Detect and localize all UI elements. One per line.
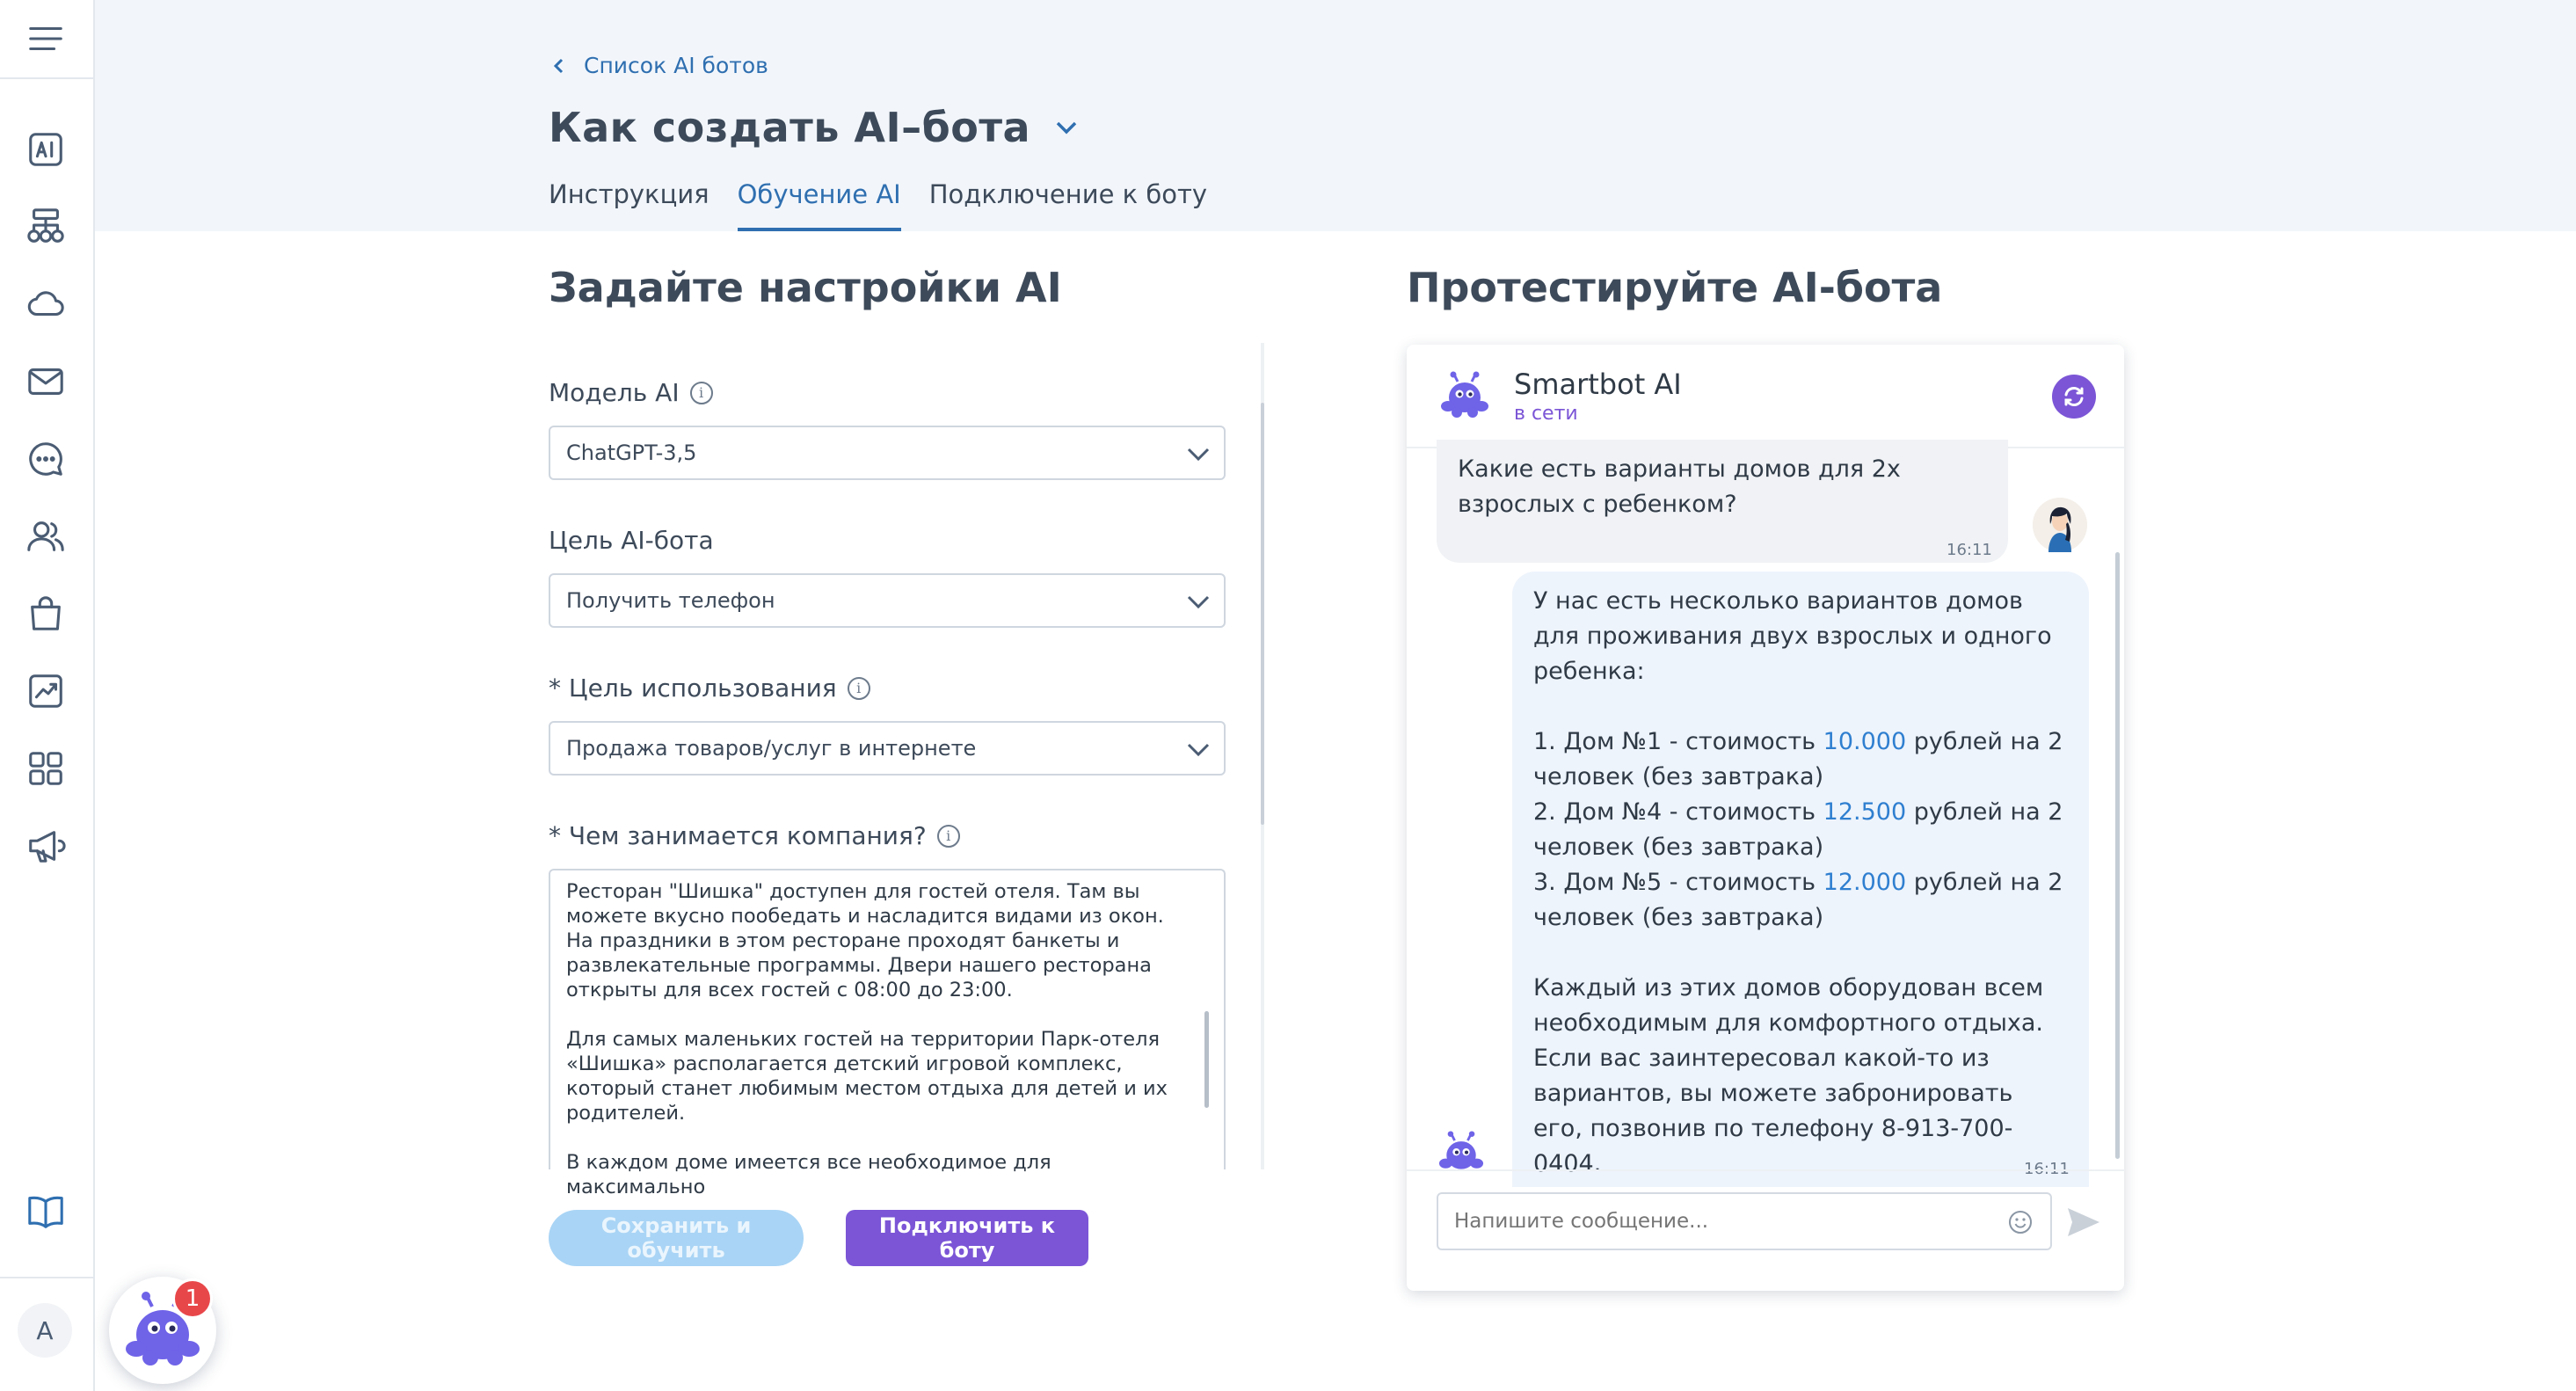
company-label	[549, 821, 960, 850]
chevron-down-icon	[1187, 739, 1210, 759]
analytics-icon	[25, 671, 66, 711]
restart-chat-button[interactable]	[2052, 375, 2096, 419]
mail-icon	[25, 361, 66, 402]
bag-icon	[25, 594, 66, 634]
sidebar-item-users[interactable]	[21, 512, 70, 561]
sidebar-divider	[0, 1277, 93, 1278]
users-icon	[25, 516, 66, 557]
info-icon[interactable]: i	[690, 382, 713, 404]
bot-logo-icon	[1438, 371, 1491, 420]
model-label	[549, 378, 713, 407]
option-price: 10.000	[1823, 728, 1907, 755]
cloud-icon	[25, 284, 66, 324]
bot-message	[1512, 572, 2089, 1187]
user-message	[1437, 440, 2008, 563]
page-header	[95, 0, 2576, 231]
sidebar-item-shop[interactable]	[21, 589, 70, 638]
company-description-textarea[interactable]: Ресторан "Шишка" доступен для гостей отеля. Там вы можете вкусно пообедать и насладится видами из окон. На праздники в этом ресторане проходят банкеты и развлекательные программы. Двери нашего ресторана открыты для всех гостей с 08:00 до 23:00. Для самых маленьких гостей на территории Парк-отеля «Шишка» располагается детский игровой комплекс, который станет любимым местом отдыха для детей и их родителей. В каждом доме имеется все необходимое для максимально	[549, 869, 1226, 1169]
chat-messages	[1407, 448, 2124, 1178]
page-title	[549, 104, 1080, 151]
sidebar-item-mail[interactable]	[21, 357, 70, 406]
model-label-text: Модель AI	[549, 378, 680, 407]
usage-label	[549, 674, 870, 703]
option-price: 12.000	[1823, 869, 1907, 896]
option-text: рублей на 2 человек (без завтрака)	[1533, 798, 2071, 861]
option-text: 2. Дом №4 - стоимость	[1533, 798, 1823, 826]
bot-option-2	[1533, 798, 2070, 861]
send-icon[interactable]	[2066, 1206, 2101, 1238]
chevron-down-icon	[1187, 444, 1210, 463]
option-text: рублей на 2 человек (без завтрака)	[1533, 728, 2071, 790]
sidebar-item-ai[interactable]	[21, 125, 70, 174]
goal-select[interactable]	[549, 573, 1226, 628]
usage-select[interactable]	[549, 721, 1226, 776]
message-input[interactable]	[1437, 1192, 2052, 1250]
sidebar-item-apps[interactable]	[21, 744, 70, 793]
apps-icon	[25, 748, 66, 789]
page-title-text: Как создать AI–бота	[549, 104, 1031, 151]
refresh-icon	[2061, 383, 2087, 410]
save-and-train-button[interactable]: Сохранить и обучить	[549, 1210, 804, 1266]
goal-label	[549, 526, 714, 555]
book-icon	[25, 1191, 66, 1232]
tab-bar	[549, 176, 1207, 231]
settings-scrollbar[interactable]	[1261, 403, 1264, 825]
goal-select-value: Получить телефон	[566, 588, 775, 613]
bot-message-outro: Каждый из этих домов оборудован всем необходимым для комфортного отдыха. Если вас заинтересовал какой-то из вариантов, вы можете забронировать его, позвонив по телефону 8-913-700-0404.	[1533, 974, 2051, 1177]
goal-label-text: Цель AI-бота	[549, 526, 714, 555]
tab-ai-training[interactable]: Обучение AI	[738, 176, 901, 231]
textarea-scrollbar[interactable]	[1204, 1011, 1209, 1108]
sidebar-item-chats[interactable]	[21, 434, 70, 484]
model-select-value: ChatGPT-3,5	[566, 441, 697, 465]
chat-bot-name: Smartbot AI	[1514, 368, 1682, 401]
user-avatar	[2033, 498, 2087, 552]
breadcrumb-label: Список AI ботов	[584, 53, 768, 78]
sidebar-item-broadcast[interactable]	[21, 821, 70, 870]
chat-scrollbar[interactable]	[2115, 552, 2120, 1159]
chat-header	[1407, 345, 2124, 448]
info-icon[interactable]: i	[848, 677, 870, 700]
user-avatar-button[interactable]: A	[18, 1303, 72, 1358]
company-label-text: * Чем занимается компания?	[549, 821, 927, 850]
bot-option-3	[1533, 869, 2070, 931]
ai-icon	[25, 129, 66, 170]
test-title: Протестируйте AI-бота	[1407, 264, 1943, 311]
megaphone-icon	[25, 826, 66, 866]
flow-icon	[25, 207, 66, 247]
user-avatar-icon	[2033, 498, 2087, 552]
chat-widget	[1407, 345, 2124, 1291]
menu-button[interactable]	[21, 14, 70, 63]
usage-select-value: Продажа товаров/услуг в интернете	[566, 736, 977, 761]
usage-label-text: * Цель использования	[549, 674, 837, 703]
sidebar-item-analytics[interactable]	[21, 666, 70, 716]
chat-bot-status: в сети	[1514, 403, 1578, 425]
bot-option-1	[1533, 728, 2070, 790]
settings-title: Задайте настройки AI	[549, 264, 1062, 311]
sidebar-item-knowledge-base[interactable]	[21, 1187, 70, 1236]
option-text: рублей на 2 человек (без завтрака)	[1533, 869, 2071, 931]
notification-badge: 1	[172, 1278, 213, 1319]
sidebar-item-cloud[interactable]	[21, 280, 70, 329]
tab-instruction[interactable]: Инструкция	[549, 179, 709, 209]
sidebar-item-flows[interactable]	[21, 202, 70, 251]
menu-icon	[25, 18, 66, 59]
chat-icon	[25, 439, 66, 479]
chat-footer	[1407, 1169, 2124, 1293]
model-select[interactable]	[549, 426, 1226, 480]
tab-bot-connection[interactable]: Подключение к боту	[928, 179, 1208, 209]
option-text: 3. Дом №5 - стоимость	[1533, 869, 1823, 896]
user-message-text: Какие есть варианты домов для 2х взрослых с ребенком?	[1458, 455, 1901, 518]
bot-message-intro: У нас есть несколько вариантов домов для проживания двух взрослых и одного ребенка:	[1533, 587, 2060, 685]
option-text: 1. Дом №1 - стоимость	[1533, 728, 1823, 755]
chevron-down-icon	[1187, 592, 1210, 611]
bot-message-time: 16:11	[2024, 1160, 2070, 1178]
chevron-down-icon[interactable]	[1053, 114, 1080, 141]
user-message-time: 16:11	[1947, 541, 1992, 559]
sidebar	[0, 0, 95, 1391]
breadcrumb-back-link[interactable]	[550, 53, 768, 78]
connect-to-bot-button[interactable]: Подключить к боту	[846, 1210, 1088, 1266]
option-price: 12.500	[1823, 798, 1907, 826]
emoji-icon[interactable]	[2008, 1210, 2033, 1234]
info-icon[interactable]: i	[937, 825, 960, 848]
chevron-left-icon	[550, 57, 568, 75]
